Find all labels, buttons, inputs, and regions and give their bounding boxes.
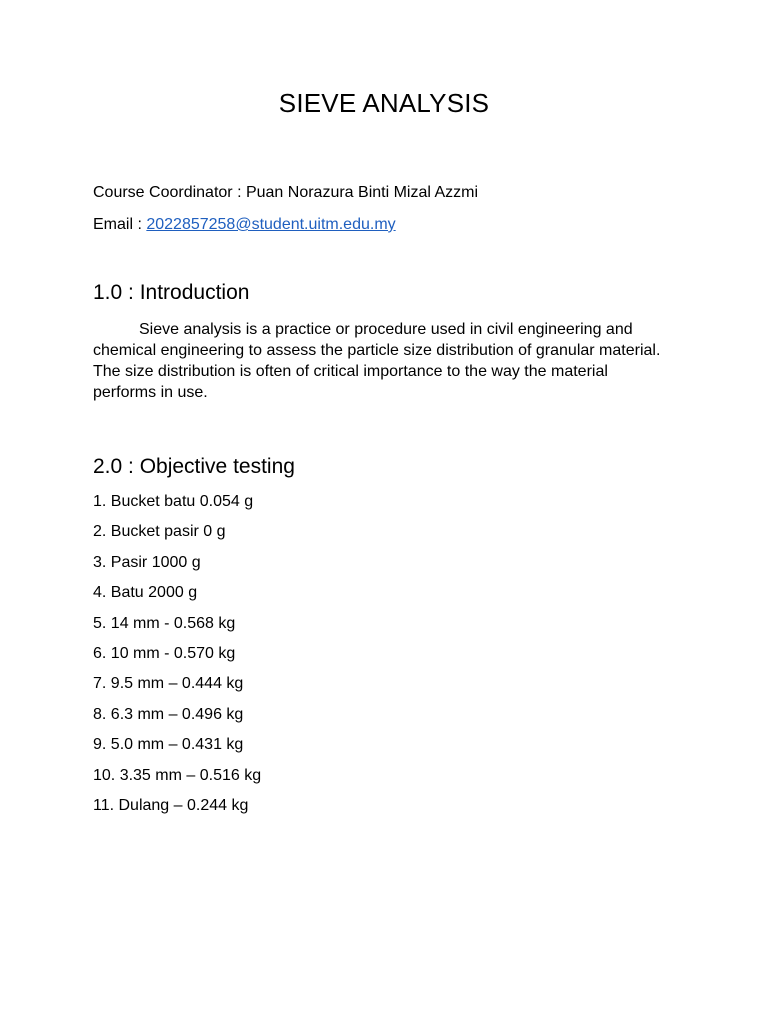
list-item: 2. Bucket pasir 0 g (93, 523, 226, 541)
email-link[interactable]: 2022857258@student.uitm.edu.my (146, 216, 396, 233)
list-item: 3. Pasir 1000 g (93, 553, 201, 571)
document-title: SIEVE ANALYSIS (278, 88, 490, 118)
introduction-paragraph: Sieve analysis is a practice or procedure used in civil engineering and chemical engineering to assess the particle size distribution of granular material. The size distribution is often of critical importance to the way the material performs in use. (93, 321, 661, 401)
list-item: 1. Bucket batu 0.054 g (93, 493, 254, 510)
list-item: 10. 3.35 mm – 0.516 kg (93, 766, 262, 784)
list-item: 5. 14 mm - 0.568 kg (93, 614, 236, 632)
list-item: 11. Dulang – 0.244 kg (93, 796, 249, 814)
email-label: Email : (93, 216, 147, 233)
list-item: 6. 10 mm - 0.570 kg (93, 644, 236, 662)
list-item: 4. Batu 2000 g (93, 584, 198, 602)
objective-list (93, 492, 261, 826)
introduction-heading: 1.0 : Introduction (93, 281, 250, 304)
email-line (93, 216, 396, 234)
course-coordinator: Course Coordinator : Puan Norazura Binti Mizal Azzmi (93, 184, 479, 201)
list-item: 8. 6.3 mm – 0.496 kg (93, 705, 244, 723)
list-item: 7. 9.5 mm – 0.444 kg (93, 675, 244, 693)
objective-heading: 2.0 : Objective testing (93, 455, 295, 478)
list-item: 9. 5.0 mm – 0.431 kg (93, 736, 244, 754)
